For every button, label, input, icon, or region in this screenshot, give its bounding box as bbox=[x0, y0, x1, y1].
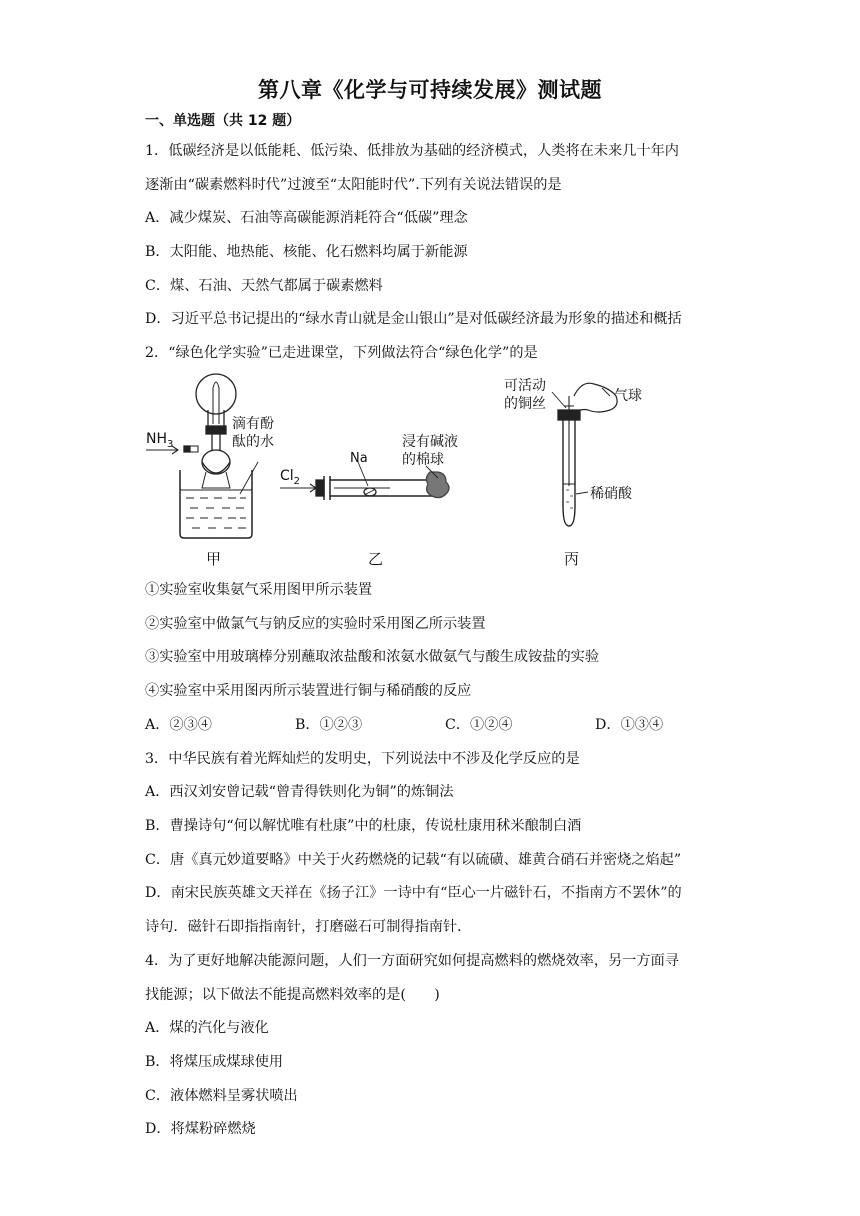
q4-option-b: B．将煤压成煤球使用 bbox=[145, 1054, 284, 1070]
q4-option-a: A．煤的汽化与液化 bbox=[145, 1020, 269, 1036]
q1-stem-line-2: 逐渐由“碳素燃料时代”过渡至“太阳能时代”.下列有关说法错误的是 bbox=[145, 177, 562, 193]
q2-item-3: ③实验室中用玻璃棒分别蘸取浓盐酸和浓氨水做氨气与酸生成铵盐的实验 bbox=[145, 649, 600, 665]
label-jia: 甲 bbox=[206, 550, 222, 568]
q3-stem: 3．中华民族有着光辉灿烂的发明史，下列说法中不涉及化学反应的是 bbox=[145, 751, 580, 767]
label-alkali-cotton-2: 的棉球 bbox=[402, 452, 444, 468]
label-phenol-water-2: 酞的水 bbox=[232, 434, 274, 450]
label-balloon: 气球 bbox=[614, 388, 642, 404]
q3-option-c: C．唐《真元妙道要略》中关于火药燃烧的记载“有以硫磺、雄黄合硝石并密烧之焰起” bbox=[145, 852, 682, 868]
q2-item-4: ④实验室中采用图丙所示装置进行铜与稀硝酸的反应 bbox=[145, 683, 472, 699]
q2-apparatus-figure bbox=[140, 366, 700, 572]
label-copper-wire-1: 可活动 bbox=[504, 378, 546, 394]
q2-option-a: A．②③④ bbox=[145, 717, 212, 733]
funnel-bulb bbox=[202, 450, 230, 474]
q2-option-b: B．①②③ bbox=[295, 717, 363, 733]
q4-option-c: C．液体燃料呈雾状喷出 bbox=[145, 1088, 298, 1104]
label-phenol-water-1: 滴有酚 bbox=[232, 416, 274, 432]
label-copper-wire-2: 的铜丝 bbox=[504, 396, 546, 412]
q2-option-c: C．①②④ bbox=[445, 717, 513, 733]
q1-option-a: A．减少煤炭、石油等高碳能源消耗符合“低碳”理念 bbox=[145, 210, 468, 226]
label-alkali-cotton-1: 浸有碱液 bbox=[402, 434, 458, 450]
label-yi: 乙 bbox=[368, 550, 384, 568]
q4-stem-line-1: 4．为了更好地解决能源问题，人们一方面研究如何提高燃料的燃烧效率，另一方面寻 bbox=[145, 953, 679, 969]
q2-option-d: D．①③④ bbox=[595, 717, 664, 733]
q3-option-d-line-2: 诗句．磁针石即指指南针，打磨磁石可制得指南针． bbox=[145, 919, 472, 935]
q2-item-2: ②实验室中做氯气与钠反应的实验时采用图乙所示装置 bbox=[145, 616, 486, 632]
label-cl2: $Cl_2$ bbox=[280, 468, 301, 487]
section-heading: 一、单选题（共 12 题） bbox=[145, 113, 301, 129]
label-nh3: $NH_3$ bbox=[146, 431, 174, 450]
q2-stem: 2．“绿色化学实验”已走进课堂，下列做法符合“绿色化学”的是 bbox=[145, 345, 538, 361]
q2-item-1: ①实验室收集氨气采用图甲所示装置 bbox=[145, 582, 373, 598]
page-title: 第八章《化学与可持续发展》测试题 bbox=[258, 78, 602, 102]
q3-option-b: B．曹操诗句“何以解忧唯有杜康”中的杜康，传说杜康用秫米酿制白酒 bbox=[145, 818, 582, 834]
q4-option-d: D．将煤粉碎燃烧 bbox=[145, 1121, 256, 1137]
cotton-ball bbox=[426, 472, 449, 498]
q1-option-c: C．煤、石油、天然气都属于碳素燃料 bbox=[145, 278, 383, 294]
label-bing: 丙 bbox=[564, 550, 580, 568]
q1-stem-line-1: 1．低碳经济是以低能耗、低污染、低排放为基础的经济模式，人类将在未来几十年内 bbox=[145, 143, 679, 159]
flask-stopper bbox=[206, 426, 226, 434]
q1-option-d: D．习近平总书记提出的“绿水青山就是金山银山”是对低碳经济最为形象的描述和概括 bbox=[145, 311, 682, 327]
flask-bulb bbox=[196, 374, 236, 414]
label-na: Na bbox=[350, 451, 368, 466]
q3-option-a: A．西汉刘安曾记载“曾青得铁则化为铜”的炼铜法 bbox=[145, 784, 454, 800]
tube-stopper bbox=[316, 480, 324, 496]
label-dilute-nitric-acid: 稀硝酸 bbox=[590, 486, 632, 502]
q1-option-b: B．太阳能、地热能、核能、化石燃料均属于新能源 bbox=[145, 244, 468, 260]
q4-stem-line-2: 找能源；以下做法不能提高燃料效率的是( ) bbox=[145, 987, 440, 1003]
q3-option-d-line-1: D．南宋民族英雄文天祥在《扬子江》一诗中有“臣心一片磁针石，不指南方不罢休”的 bbox=[145, 885, 682, 901]
